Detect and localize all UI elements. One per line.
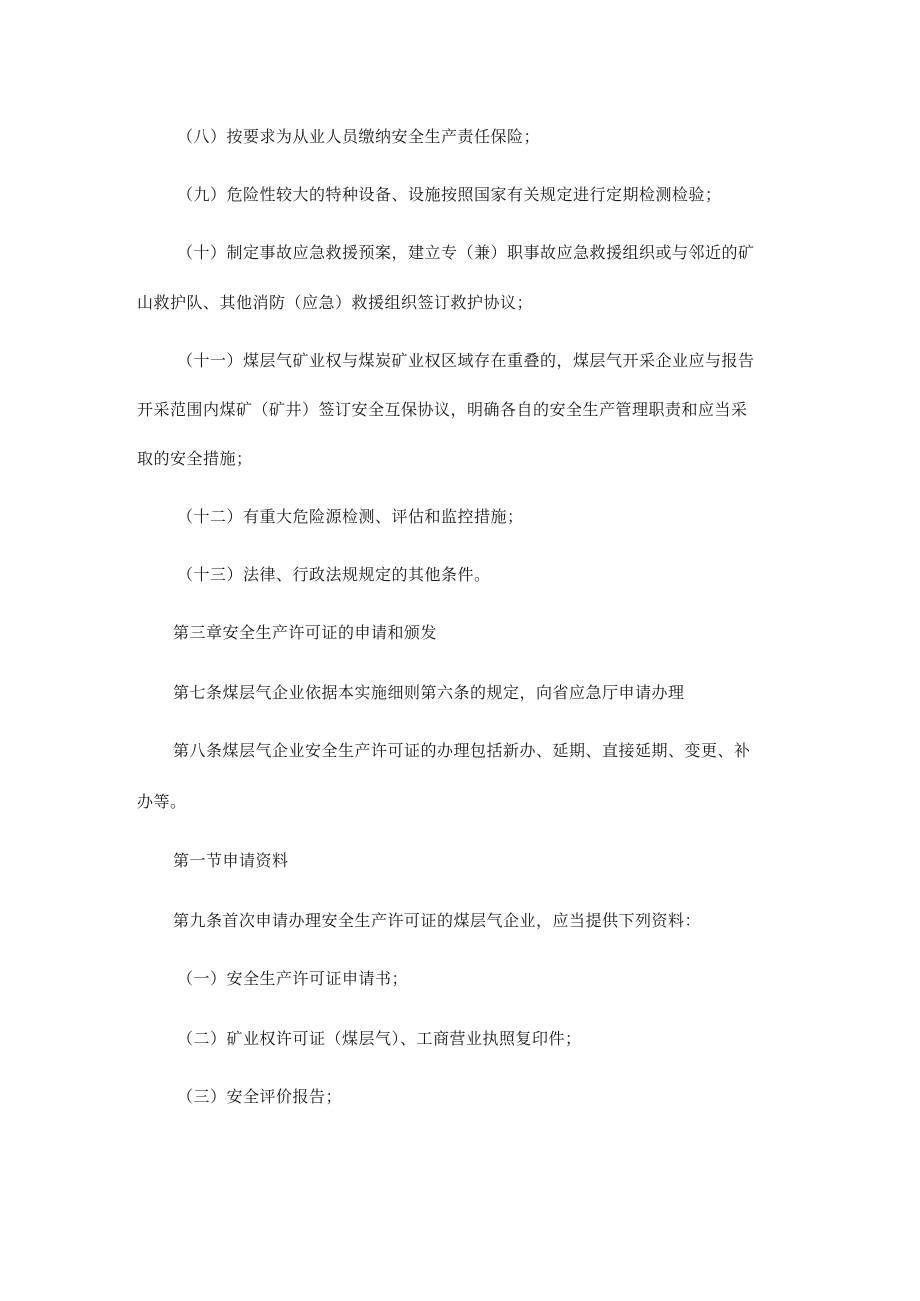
article-8-line-2: 办等。	[137, 792, 187, 811]
clause-10-line-1: （十）制定事故应急救援预案，建立专（兼）职事故应急救援组织或与邻近的矿	[177, 243, 755, 262]
item-3: （三）安全评价报告；	[177, 1087, 343, 1106]
section-1-heading: 第一节申请资料	[173, 851, 289, 870]
clause-9: （九）危险性较大的特种设备、设施按照国家有关规定进行定期检测检验；	[177, 185, 722, 204]
clause-11-line-3: 取的安全措施；	[137, 449, 253, 468]
item-2: （二）矿业权许可证（煤层气）、工商营业执照复印件；	[177, 1029, 582, 1048]
clause-11-line-1: （十一）煤层气矿业权与煤炭矿业权区域存在重叠的，煤层气开采企业应与报告	[177, 351, 755, 370]
chapter-3-heading: 第三章安全生产许可证的申请和颁发	[173, 623, 438, 642]
article-9: 第九条首次申请办理安全生产许可证的煤层气企业，应当提供下列资料：	[173, 911, 702, 930]
item-1: （一）安全生产许可证申请书；	[177, 969, 409, 988]
article-8-line-1: 第八条煤层气企业安全生产许可证的办理包括新办、延期、直接延期、变更、补	[173, 741, 751, 760]
clause-10-line-2: 山救护队、其他消防（应急）救援组织签订救护协议；	[137, 293, 534, 312]
article-7: 第七条煤层气企业依据本实施细则第六条的规定，向省应急厅申请办理	[173, 683, 685, 702]
clause-11-line-2: 开采范围内煤矿（矿井）签订安全互保协议，明确各自的安全生产管理职责和应当采	[137, 400, 748, 419]
clause-13: （十三）法律、行政法规规定的其他条件。	[177, 565, 491, 584]
clause-8: （八）按要求为从业人员缴纳安全生产责任保险；	[177, 127, 541, 146]
clause-12: （十二）有重大危险源检测、评估和监控措施；	[177, 507, 524, 526]
